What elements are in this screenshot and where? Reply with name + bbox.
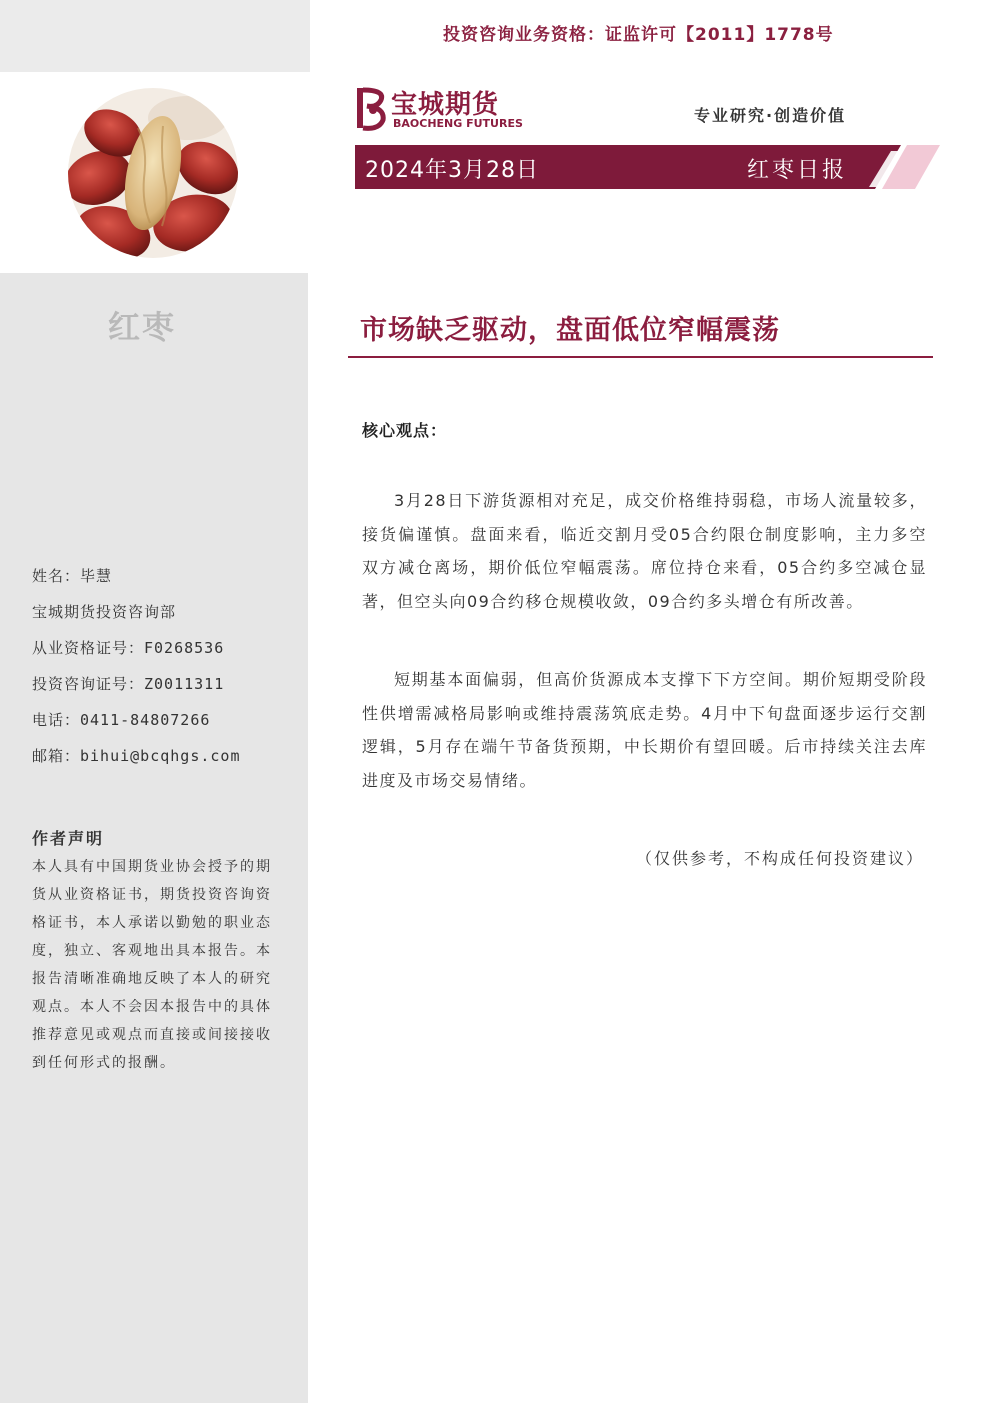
core-view-label: 核心观点： (362, 421, 448, 440)
analysis-paragraph: 3月28日下游货源相对充足，成交价格维持弱稳，市场人流量较多，接货偏谨慎。盘面来看，临近交割月受05合约限仓制度影响，主力多空双方减仓离场，期价低位窄幅震荡。席位持仓来看，05合约多空减仓显著，但空头向09合约移仓规模收敛，09合约多头增仓有所改善。 (362, 491, 927, 611)
declaration-title: 作者声明 (32, 829, 105, 848)
logo-mark-icon (355, 86, 389, 132)
report-headline: 市场缺乏驱动，盘面低位窄幅震荡 (360, 315, 780, 346)
declaration-body: 本人具有中国期货业协会授予的期货从业资格证书，期货投资咨询资格证书，本人承诺以勤勉的职业态度，独立、客观地出具本报告。本报告清晰准确地反映了本人的研究观点。本人不会因本报告中的具体推荐意见或观点而直接或间接接收到任何形式的报酬。 (32, 859, 272, 1071)
author-department: 宝城期货投资咨询部 (32, 603, 177, 621)
outlook-paragraph: 短期基本面偏弱，但高价货源成本支撑下下方空间。期价短期受阶段性供增需减格局影响或维持震荡筑底走势。4月中下旬盘面逐步运行交割逻辑，5月存在端午节备货预期，中长期价有望回暖。后市持续关注去库进度及市场交易情绪。 (362, 670, 927, 790)
report-date: 2024年3月28日 (365, 158, 539, 183)
license-line: 投资咨询业务资格：证监许可【2011】1778号 (443, 25, 834, 45)
category-title: 红枣 (108, 308, 177, 346)
headline-divider (348, 356, 933, 358)
company-slogan: 专业研究·创造价值 (694, 106, 847, 125)
sidebar-top-block (0, 0, 310, 72)
phone-number: 电话：0411-84807266 (32, 711, 211, 729)
report-banner (355, 145, 940, 189)
email-address[interactable]: 邮箱：bihui@bcqhgs.com (32, 747, 241, 765)
author-contact (32, 558, 302, 774)
logo-english-name: BAOCHENG FUTURES (393, 117, 523, 130)
consulting-number: 投资咨询证号：Z0011311 (32, 675, 225, 693)
disclaimer-note: （仅供参考，不构成任何投资建议） (636, 849, 925, 868)
red-dates-photo (68, 88, 238, 258)
author-name: 姓名：毕慧 (32, 567, 113, 585)
report-type: 红枣日报 (747, 158, 848, 183)
logo-chinese-name: 宝城期货 (391, 90, 500, 120)
qualification-number: 从业资格证号：F0268536 (32, 639, 225, 657)
company-logo (355, 84, 535, 134)
